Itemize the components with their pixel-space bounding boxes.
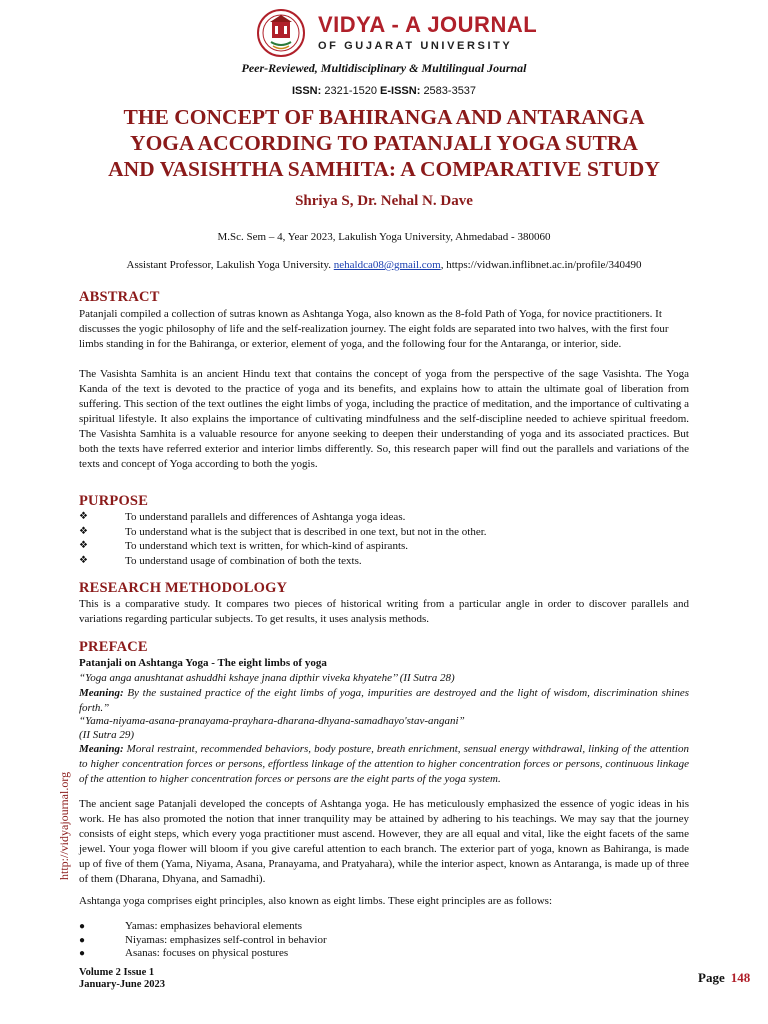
list-item: [79, 920, 689, 934]
affiliation-2-prefix: Assistant Professor, Lakulish Yoga University.: [126, 259, 332, 271]
sutra-quote-1: “Yoga anga anushtanat ashuddhi kshaye jnana dipthir viveka khyatehe’’ (II Sutra 28): [79, 672, 455, 684]
purpose-heading: PURPOSE: [79, 493, 149, 509]
gujarat-university-seal-icon: [256, 8, 306, 58]
purpose-item: To understand parallels and differences of Ashtanga yoga ideas.: [125, 511, 406, 523]
abstract-heading: ABSTRACT: [79, 289, 160, 305]
affiliation-2-suffix: , https://vidwan.inflibnet.ac.in/profile/340490: [440, 259, 642, 271]
title-line-3: AND VASISHTHA SAMHITA: A COMPARATIVE STUDY: [108, 157, 660, 181]
journal-website-link[interactable]: http://vidyajournal.org: [57, 771, 71, 880]
preface-paragraph-1: The ancient sage Patanjali developed the concepts of Ashtanga yoga. He has meticulously emphasized the essence of yogic ideas in his work. He has also promoted the notion that inner tranquility may be attained by adhering to his teachings. We may say that the journey consists of eight steps, which every yoga practitioner must ascend. However, they are all equal and vital, like the eight facets of the same jewel. Your yoga flower will bloom if you give careful attention to each branch. The exterior part of yoga, known as Bahiranga, is made up of five of them (Yama, Niyama, Asana, Pranayama, and Pratyahara), while the interior aspect, known as Antaranga, is made up of three of them (Dharana, Dhyana, and Samadhi).: [79, 798, 689, 885]
limb-item: Niyamas: emphasizes self-control in behavior: [125, 933, 327, 946]
bullet-dot-icon: ●: [79, 921, 86, 932]
abstract-paragraph-1: Patanjali compiled a collection of sutras known as Ashtanga Yoga, also known as the 8-fold Path of Yoga, for novice practitioners. It discusses the yogic philosophy of life and the self-realization journey. The eight folds are separated into two halves, with the first four limbs standing in for the Bahiranga, or exterior, element of yoga, and the following four for the Antaranga, or interior, side.: [79, 308, 669, 350]
page-number: [698, 970, 750, 986]
sutra-quote-2: “Yama-niyama-asana-pranayama-prayhara-dharana-dhyana-samadhayo'stav-angani”: [79, 715, 465, 727]
list-item: [79, 934, 689, 948]
meaning-label: Meaning:: [79, 743, 124, 755]
limbs-list: [79, 920, 689, 961]
meaning-text: Moral restraint, recommended behaviors, body posture, breath enrichment, sensual energy withdrawal, linking of the attention to higher concentration forces or persons, effortless linkage of the attention to higher concentration forces or persons, continuous linkage of the attention to higher concentration forces or persons are the eight parts of the yoga system.: [79, 743, 689, 785]
paper-title: [40, 104, 728, 182]
diamond-bullet-icon: ❖: [79, 525, 88, 537]
volume-issue: Volume 2 Issue 1: [79, 967, 155, 978]
bullet-dot-icon: ●: [79, 934, 86, 946]
issn-label: ISSN:: [291, 85, 322, 97]
page-label: Page: [698, 970, 725, 985]
purpose-item: To understand usage of combination of both the texts.: [125, 554, 362, 567]
list-item: [79, 539, 689, 554]
diamond-bullet-icon: ❖: [79, 554, 88, 566]
abstract-paragraph-2: The Vasishta Samhita is an ancient Hindu text that contains the concept of yoga from the perspective of the sage Vasishta. The Yoga Kanda of the text is devoted to the practice of yoga and its benefits, and explains how to attain the ultimate goal of liberation from suffering. This section of the text outlines the eight limbs of yoga, including the practice of meditation, and the importance of cultivating a spiritual lifestyle. It also explains the importance of cultivating mindfulness and the self-discipline needed to achieve spiritual freedom. The Vasishta Samhita is a valuable resource for anyone seeking to deepen their understanding of yoga and its associated practices. But both the texts have referred exterior and interior limbs differently. So, this research paper will find out the parallels and variations of the texts and concept of Yoga according to both the yogis.: [79, 368, 689, 470]
purpose-item: To understand which text is written, for which-kind of aspirants.: [125, 540, 409, 552]
list-item: [79, 554, 689, 569]
eissn-value: 2583-3537: [423, 85, 477, 97]
methodology-heading: RESEARCH METHODOLOGY: [79, 580, 288, 596]
purpose-item: To understand what is the subject that is described in one text, but not in the other.: [125, 525, 487, 538]
title-line-1: THE CONCEPT OF BAHIRANGA AND ANTARANGA: [123, 105, 645, 129]
sutra-meaning-1: [79, 686, 689, 716]
journal-name: VIDYA - A JOURNAL: [318, 12, 538, 37]
issn-value: 2321-1520: [324, 85, 377, 97]
preface-paragraph-2: Ashtanga yoga comprises eight principles, also known as eight limbs. These eight principles are as follows:: [79, 895, 553, 907]
issn-line: [0, 85, 768, 97]
list-item: [79, 947, 689, 961]
journal-tagline: Peer-Reviewed, Multidisciplinary & Multilingual Journal: [241, 61, 527, 75]
issue-info: [79, 967, 165, 991]
sutra-quote-2-ref: (II Sutra 29): [79, 729, 134, 741]
author-affiliation-1: M.Sc. Sem – 4, Year 2023, Lakulish Yoga University, Ahmedabad - 380060: [217, 231, 551, 243]
methodology-paragraph: This is a comparative study. It compares two pieces of historical writing from a particular angle in order to discover parallels and variations regarding particular subjects. To get results, it uses analysis methods.: [79, 598, 689, 625]
author-email-link[interactable]: nehaldca08@gmail.com: [333, 259, 441, 271]
page-number-value: 148: [730, 970, 751, 985]
limb-item: Asanas: focuses on physical postures: [125, 947, 289, 959]
preface-subheading: Patanjali on Ashtanga Yoga - The eight limbs of yoga: [79, 657, 327, 669]
sutra-meaning-2: [79, 742, 689, 787]
journal-subtitle: OF GUJARAT UNIVERSITY: [318, 40, 513, 52]
list-item: [79, 510, 689, 525]
title-line-2: YOGA ACCORDING TO PATANJALI YOGA SUTRA: [130, 131, 638, 155]
author-affiliation-2: [0, 259, 768, 271]
diamond-bullet-icon: ❖: [79, 540, 88, 551]
list-item: [79, 525, 689, 540]
eissn-label: E-ISSN:: [380, 85, 421, 97]
limb-item: Yamas: emphasizes behavioral elements: [125, 920, 302, 932]
meaning-label: Meaning:: [79, 687, 124, 699]
journal-header: [0, 4, 768, 60]
issue-date: January-June 2023: [79, 979, 166, 990]
purpose-list: [79, 510, 689, 568]
preface-heading: PREFACE: [79, 639, 148, 655]
bullet-dot-icon: ●: [79, 948, 86, 959]
diamond-bullet-icon: ❖: [79, 511, 88, 522]
paper-authors: Shriya S, Dr. Nehal N. Dave: [295, 193, 473, 209]
meaning-text: By the sustained practice of the eight limbs of yoga, impurities are destroyed and the light of wisdom, discrimination shines forth.”: [79, 687, 689, 714]
